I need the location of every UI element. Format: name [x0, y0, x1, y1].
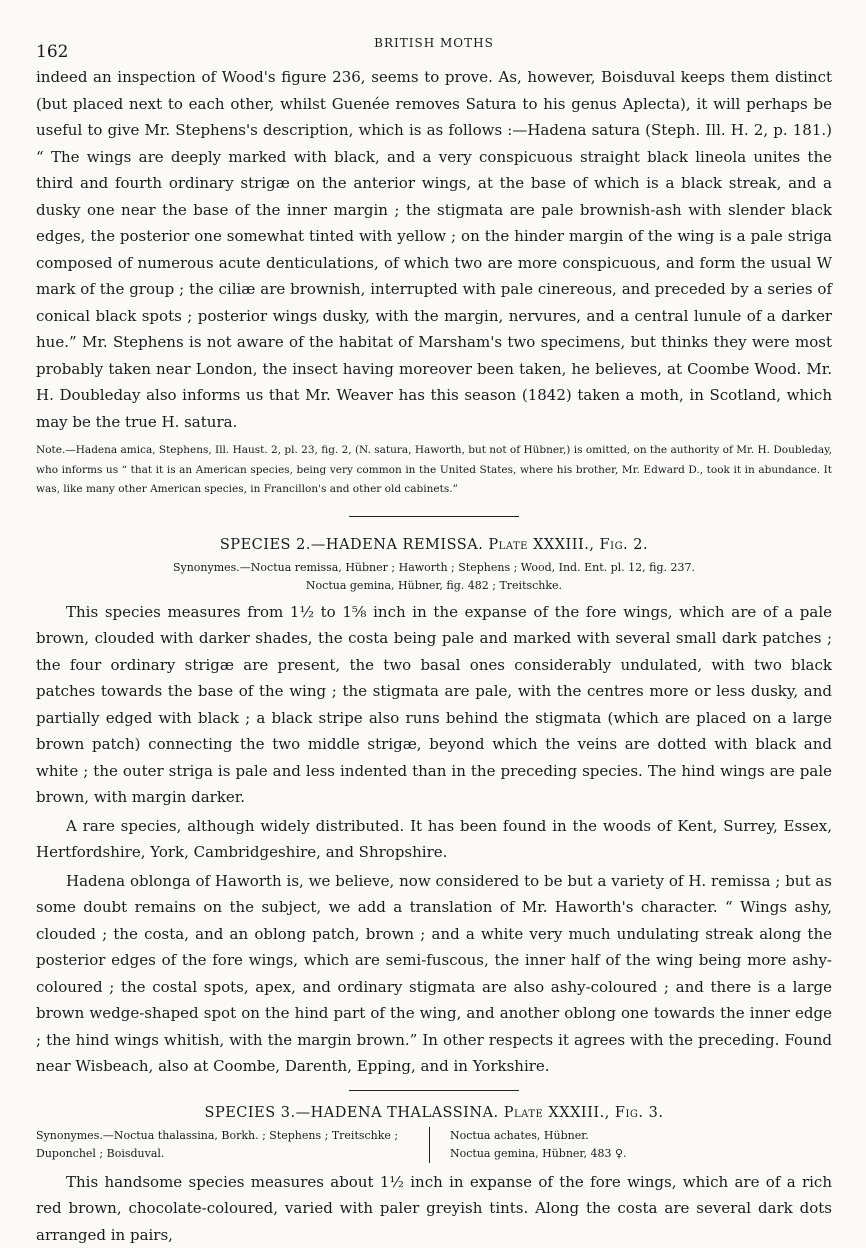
running-title: BRITISH MOTHS: [36, 36, 832, 50]
running-head: [36, 0, 832, 64]
species-3-heading: [36, 1105, 832, 1121]
species-3-synonym-gemina: Noctua gemina, Hübner, 483 ♀.: [450, 1145, 627, 1163]
section-divider: [349, 1090, 519, 1091]
species-3-synonyms-left: Synonymes.—Noctua thalassina, Borkh. ; Stephens ; Treitschke ; Duponchel ; Boisduval.: [36, 1127, 430, 1163]
species-3-plate: Plate XXXIII., Fig. 3.: [504, 1105, 664, 1121]
intro-paragraph: indeed an inspection of Wood's figure 236, seems to prove. As, however, Boisduval keeps them distinct (but placed next to each other, whilst Guenée removes Satura to his genus Aplecta), it will perhaps be useful to give Mr. Stephens's description, which is as follows :—Hadena satura (Steph. Ill. H. 2, p. 181.) “ The wings are deeply marked with black, and a very conspicuous straight black lineola unites the third and fourth ordinary strigæ on the anterior wings, at the base of which is a black streak, and a dusky one near the base of the inner margin ; the stigmata are pale brownish-ash with slender black edges, the posterior one somewhat tinted with yellow ; on the hinder margin of the wing is a pale striga composed of numerous acute denticulations, of which two are more conspicuous, and form the usual W mark of the group ; the ciliæ are brownish, interrupted with pale cinereous, and preceded by a series of conical black spots ; posterior wings dusky, with the margin, nervures, and a central lunule of a darker hue.” Mr. Stephens is not aware of the habitat of Marsham's two specimens, but thinks they were most probably taken near London, the insect having moreover been taken, he believes, at Coombe Wood. Mr. H. Doubleday also informs us that Mr. Weaver has this season (1842) taken a moth, in Scotland, which may be the true H. satura.: [36, 64, 832, 435]
species-3-synonyms-right: [430, 1127, 627, 1163]
species-2-synonyms-1: Synonymes.—Noctua remissa, Hübner ; Haworth ; Stephens ; Wood, Ind. Ent. pl. 12, fig. 237.: [36, 559, 832, 577]
species-2-plate: Plate XXXIII., Fig. 2.: [488, 537, 648, 553]
species-2-synonyms-2: Noctua gemina, Hübner, fig. 482 ; Treitschke.: [36, 577, 832, 595]
species-2-description: This species measures from 1½ to 1⅝ inch in the expanse of the fore wings, which are of a pale brown, clouded with darker shades, the costa being pale and marked with several small dark patches ; the four ordinary strigæ are present, the two basal ones considerably undulated, with two black patches towards the base of the wing ; the stigmata are pale, with the centres more or less dusky, and partially edged with black ; a black stripe also runs behind the stigmata (which are placed on a large brown patch) connecting the two middle strigæ, beyond which the veins are dotted with black and white ; the outer striga is pale and less indented than in the preceding species. The hind wings are pale brown, with margin darker.: [36, 599, 832, 811]
page-number: 162: [36, 42, 68, 62]
section-divider: [349, 516, 519, 517]
species-3-synonym-achates: Noctua achates, Hübner.: [450, 1127, 627, 1145]
species-3-synonyms: [36, 1127, 832, 1163]
species-3-description: This handsome species measures about 1½ inch in expanse of the fore wings, which are of a rich red brown, chocolate-coloured, varied with paler greyish tints. Along the costa are several dark dots arranged in pairs,: [36, 1169, 832, 1248]
species-2-variety-note: Hadena oblonga of Haworth is, we believe, now considered to be but a variety of H. remissa ; but as some doubt remains on the subject, we add a translation of Mr. Haworth's character. “ Wings ashy, clouded ; the costa, and an oblong patch, brown ; and a white very much undulating streak along the posterior edges of the fore wings, which are semi-fuscous, the inner half of the wing being more ashy-coloured ; the costal spots, apex, and ordinary stigmata are also ashy-coloured ; and there is a large brown wedge-shaped spot on the hind part of the wing, and another oblong one towards the inner edge ; the hind wings whitish, with the margin brown.” In other respects it agrees with the preceding. Found near Wisbeach, also at Coombe, Darenth, Epping, and in Yorkshire.: [36, 868, 832, 1080]
species-3-title: SPECIES 3.—HADENA THALASSINA.: [205, 1105, 499, 1121]
species-2-distribution: A rare species, although widely distributed. It has been found in the woods of Kent, Surrey, Essex, Hertfordshire, York, Cambridgeshire, and Shropshire.: [36, 813, 832, 866]
species-2-heading: [36, 537, 832, 553]
footnote: Note.—Hadena amica, Stephens, Ill. Haust. 2, pl. 23, fig. 2, (N. satura, Haworth, but not of Hübner,) is omitted, on the authority of Mr. H. Doubleday, who informs us “ that it is an American species, being very common in the United States, where his brother, Mr. Edward D., took it in abundance. It was, like many other American species, in Francillon's and other old cabinets.”: [36, 441, 832, 500]
species-2-title: SPECIES 2.—HADENA REMISSA.: [220, 537, 483, 553]
